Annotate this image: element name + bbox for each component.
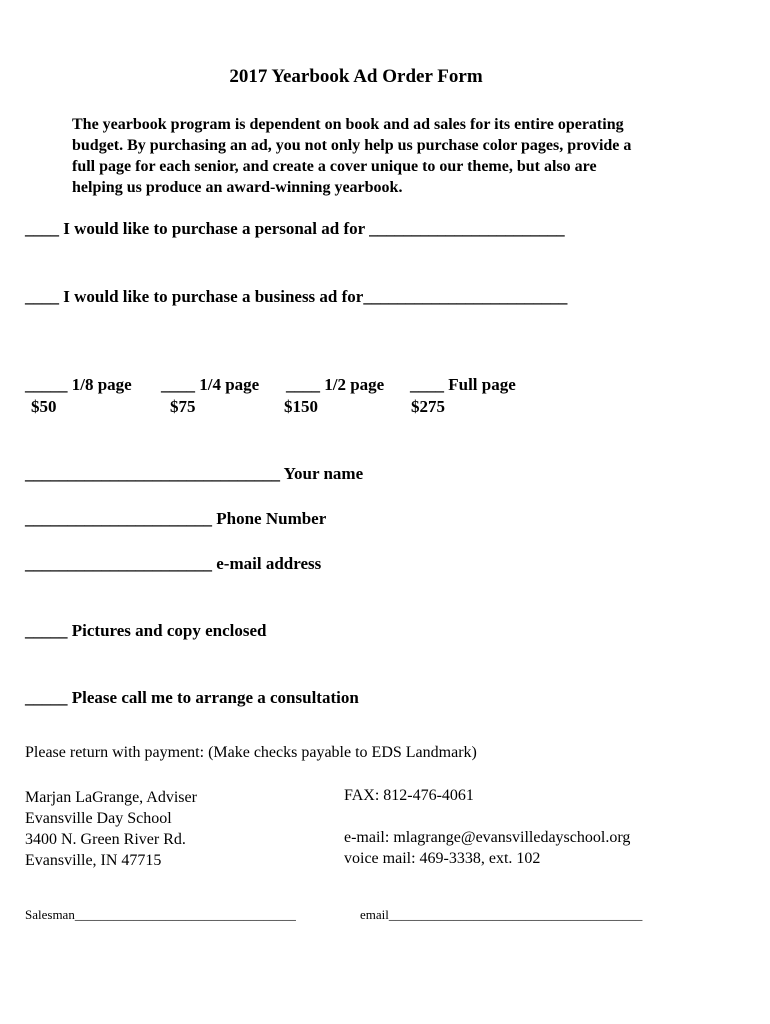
- address-line: 3400 N. Green River Rd.: [25, 831, 186, 848]
- salesman-field[interactable]: Salesman__________________________________: [25, 907, 296, 922]
- return-note: Please return with payment: (Make checks payable to EDS Landmark): [25, 744, 477, 761]
- pictures-enclosed-checkbox[interactable]: _____ Pictures and copy enclosed: [25, 621, 267, 640]
- mailing-address: [25, 787, 197, 871]
- salesman-email-field[interactable]: email_______________________________________: [360, 907, 643, 922]
- your-name-field[interactable]: ______________________________ Your name: [25, 464, 364, 483]
- form-title: 2017 Yearbook Ad Order Form: [229, 66, 483, 87]
- price-quarter: $75: [170, 397, 196, 416]
- price-full: $275: [411, 397, 445, 416]
- address-line: Evansville Day School: [25, 810, 172, 827]
- intro-line: helping us produce an award-winning yearbook.: [72, 179, 403, 196]
- phone-number-field[interactable]: ______________________ Phone Number: [25, 509, 327, 528]
- price-eighth: $50: [31, 397, 57, 416]
- size-option-full[interactable]: ____ Full page: [410, 375, 516, 394]
- voice-mail: voice mail: 469-3338, ext. 102: [344, 850, 541, 867]
- intro-line: budget. By purchasing an ad, you not only help us purchase color pages, provide a: [72, 137, 632, 154]
- business-ad-line[interactable]: ____ I would like to purchase a business ad for________________________: [25, 287, 568, 306]
- intro-line: The yearbook program is dependent on book and ad sales for its entire operating: [72, 116, 624, 133]
- size-option-eighth[interactable]: _____ 1/8 page: [25, 375, 132, 394]
- fax-number: FAX: 812-476-4061: [344, 787, 474, 804]
- intro-paragraph: [72, 114, 712, 198]
- contact-email: e-mail: mlagrange@evansvilledayschool.org: [344, 829, 631, 846]
- size-option-half[interactable]: ____ 1/2 page: [286, 375, 385, 394]
- consultation-checkbox[interactable]: _____ Please call me to arrange a consultation: [25, 688, 359, 707]
- price-half: $150: [284, 397, 318, 416]
- intro-line: full page for each senior, and create a cover unique to our theme, but also are: [72, 158, 597, 175]
- size-option-quarter[interactable]: ____ 1/4 page: [161, 375, 260, 394]
- email-address-field[interactable]: ______________________ e-mail address: [25, 554, 322, 573]
- address-line: Evansville, IN 47715: [25, 852, 162, 869]
- personal-ad-line[interactable]: ____ I would like to purchase a personal ad for _______________________: [25, 219, 565, 238]
- address-line: Marjan LaGrange, Adviser: [25, 789, 197, 806]
